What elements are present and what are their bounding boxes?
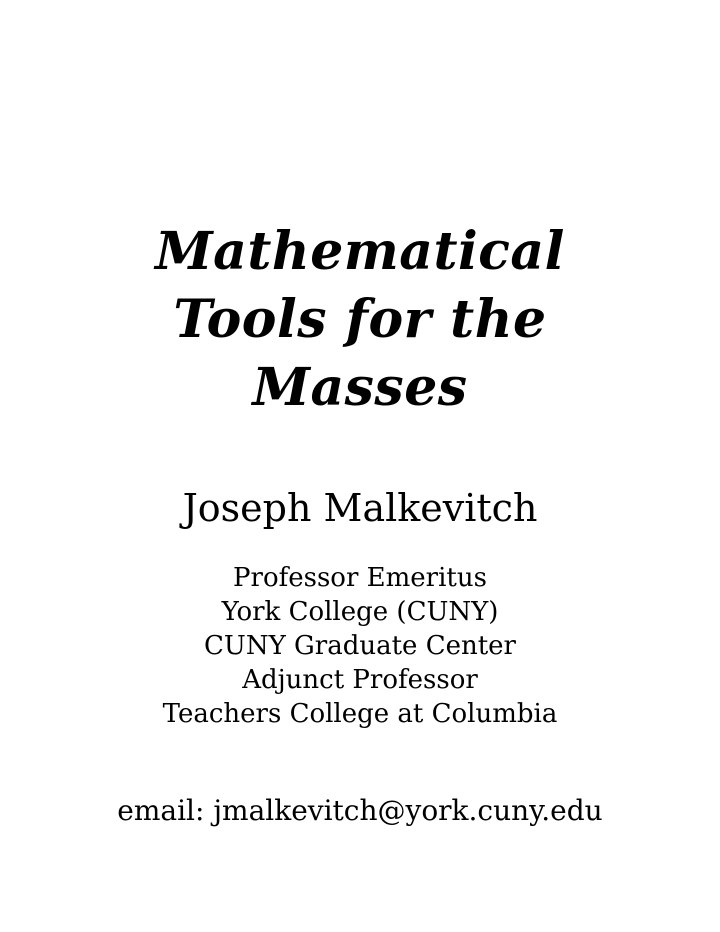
affiliation-line: CUNY Graduate Center [204,631,516,661]
author-name: Joseph Malkevitch [182,486,538,530]
affiliation-line: Teachers College at Columbia [162,699,558,729]
title-line: Masses [252,357,468,418]
title-line: Tools for the [173,289,547,350]
email-address: email: jmalkevitch@york.cuny.edu [117,794,603,827]
affiliation-line: Adjunct Professor [242,665,478,695]
title-line: Mathematical [155,221,565,282]
affiliation-line: Professor Emeritus [233,563,487,593]
slide-title [0,218,720,422]
affiliation-line: York College (CUNY) [221,597,499,627]
affiliation-list [0,561,720,731]
